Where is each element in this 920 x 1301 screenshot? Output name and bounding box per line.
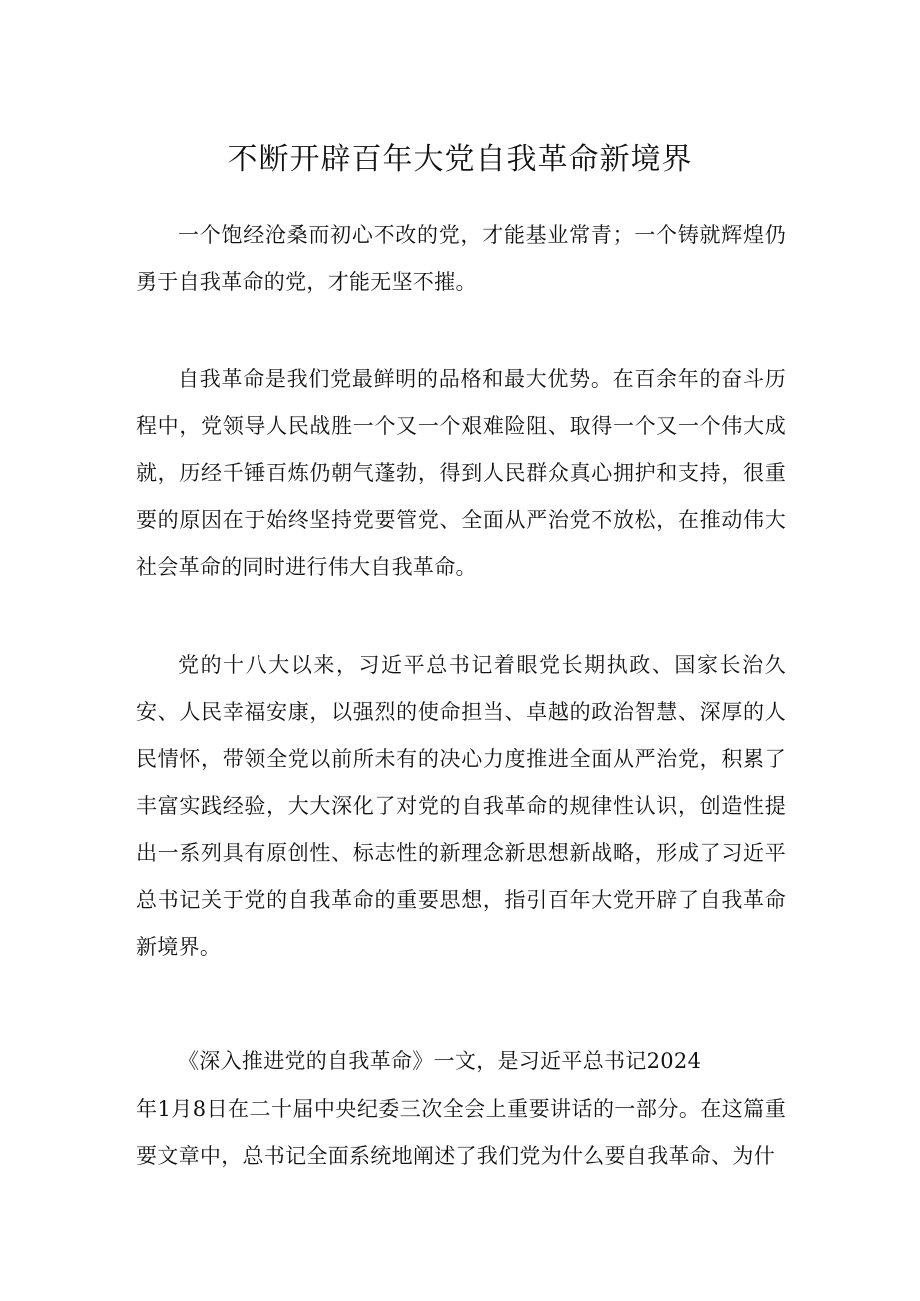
paragraph-since-18th-congress: 党的十八大以来，习近平总书记着眼党长期执政、国家长治久安、人民幸福安康，以强烈的使命担当、卓越的政治智慧、深厚的人民情怀，带领全党以前所未有的决心力度推进全面从严治党，积累了丰富实践经验，大大深化了对党的自我革命的规律性认识，创造性提出一系列具有原创性、标志性的新理念新思想新战略，形成了习近平总书记关于党的自我革命的重要思想，指引百年大党开辟了自我革命新境界。 (136, 653, 786, 959)
document-title: 不断开辟百年大党自我革命新境界 (227, 142, 693, 177)
paragraph-self-revolution: 自我革命是我们党最鲜明的品格和最大优势。在百余年的奋斗历程中，党领导人民战胜一个又一个艰难险阻、取得一个又一个伟大成就，历经千锤百炼仍朝气蓬勃，得到人民群众真心拥护和支持，很重要的原因在于始终坚持党要管党、全面从严治党不放松，在推动伟大社会革命的同时进行伟大自我革命。 (136, 367, 786, 579)
paragraph-article-intro-continued: 年1月8日在二十届中央纪委三次全会上重要讲话的一部分。在这篇重要文章中，总书记全面系统地阐述了我们党为什么要自我革命、为什 (136, 1097, 786, 1168)
paragraph-article-intro-line1: 《深入推进党的自我革命》一文，是习近平总书记2024 (178, 1049, 702, 1073)
paragraph-intro: 一个饱经沧桑而初心不改的党，才能基业常青；一个铸就辉煌仍勇于自我革命的党，才能无坚不摧。 (136, 223, 786, 294)
